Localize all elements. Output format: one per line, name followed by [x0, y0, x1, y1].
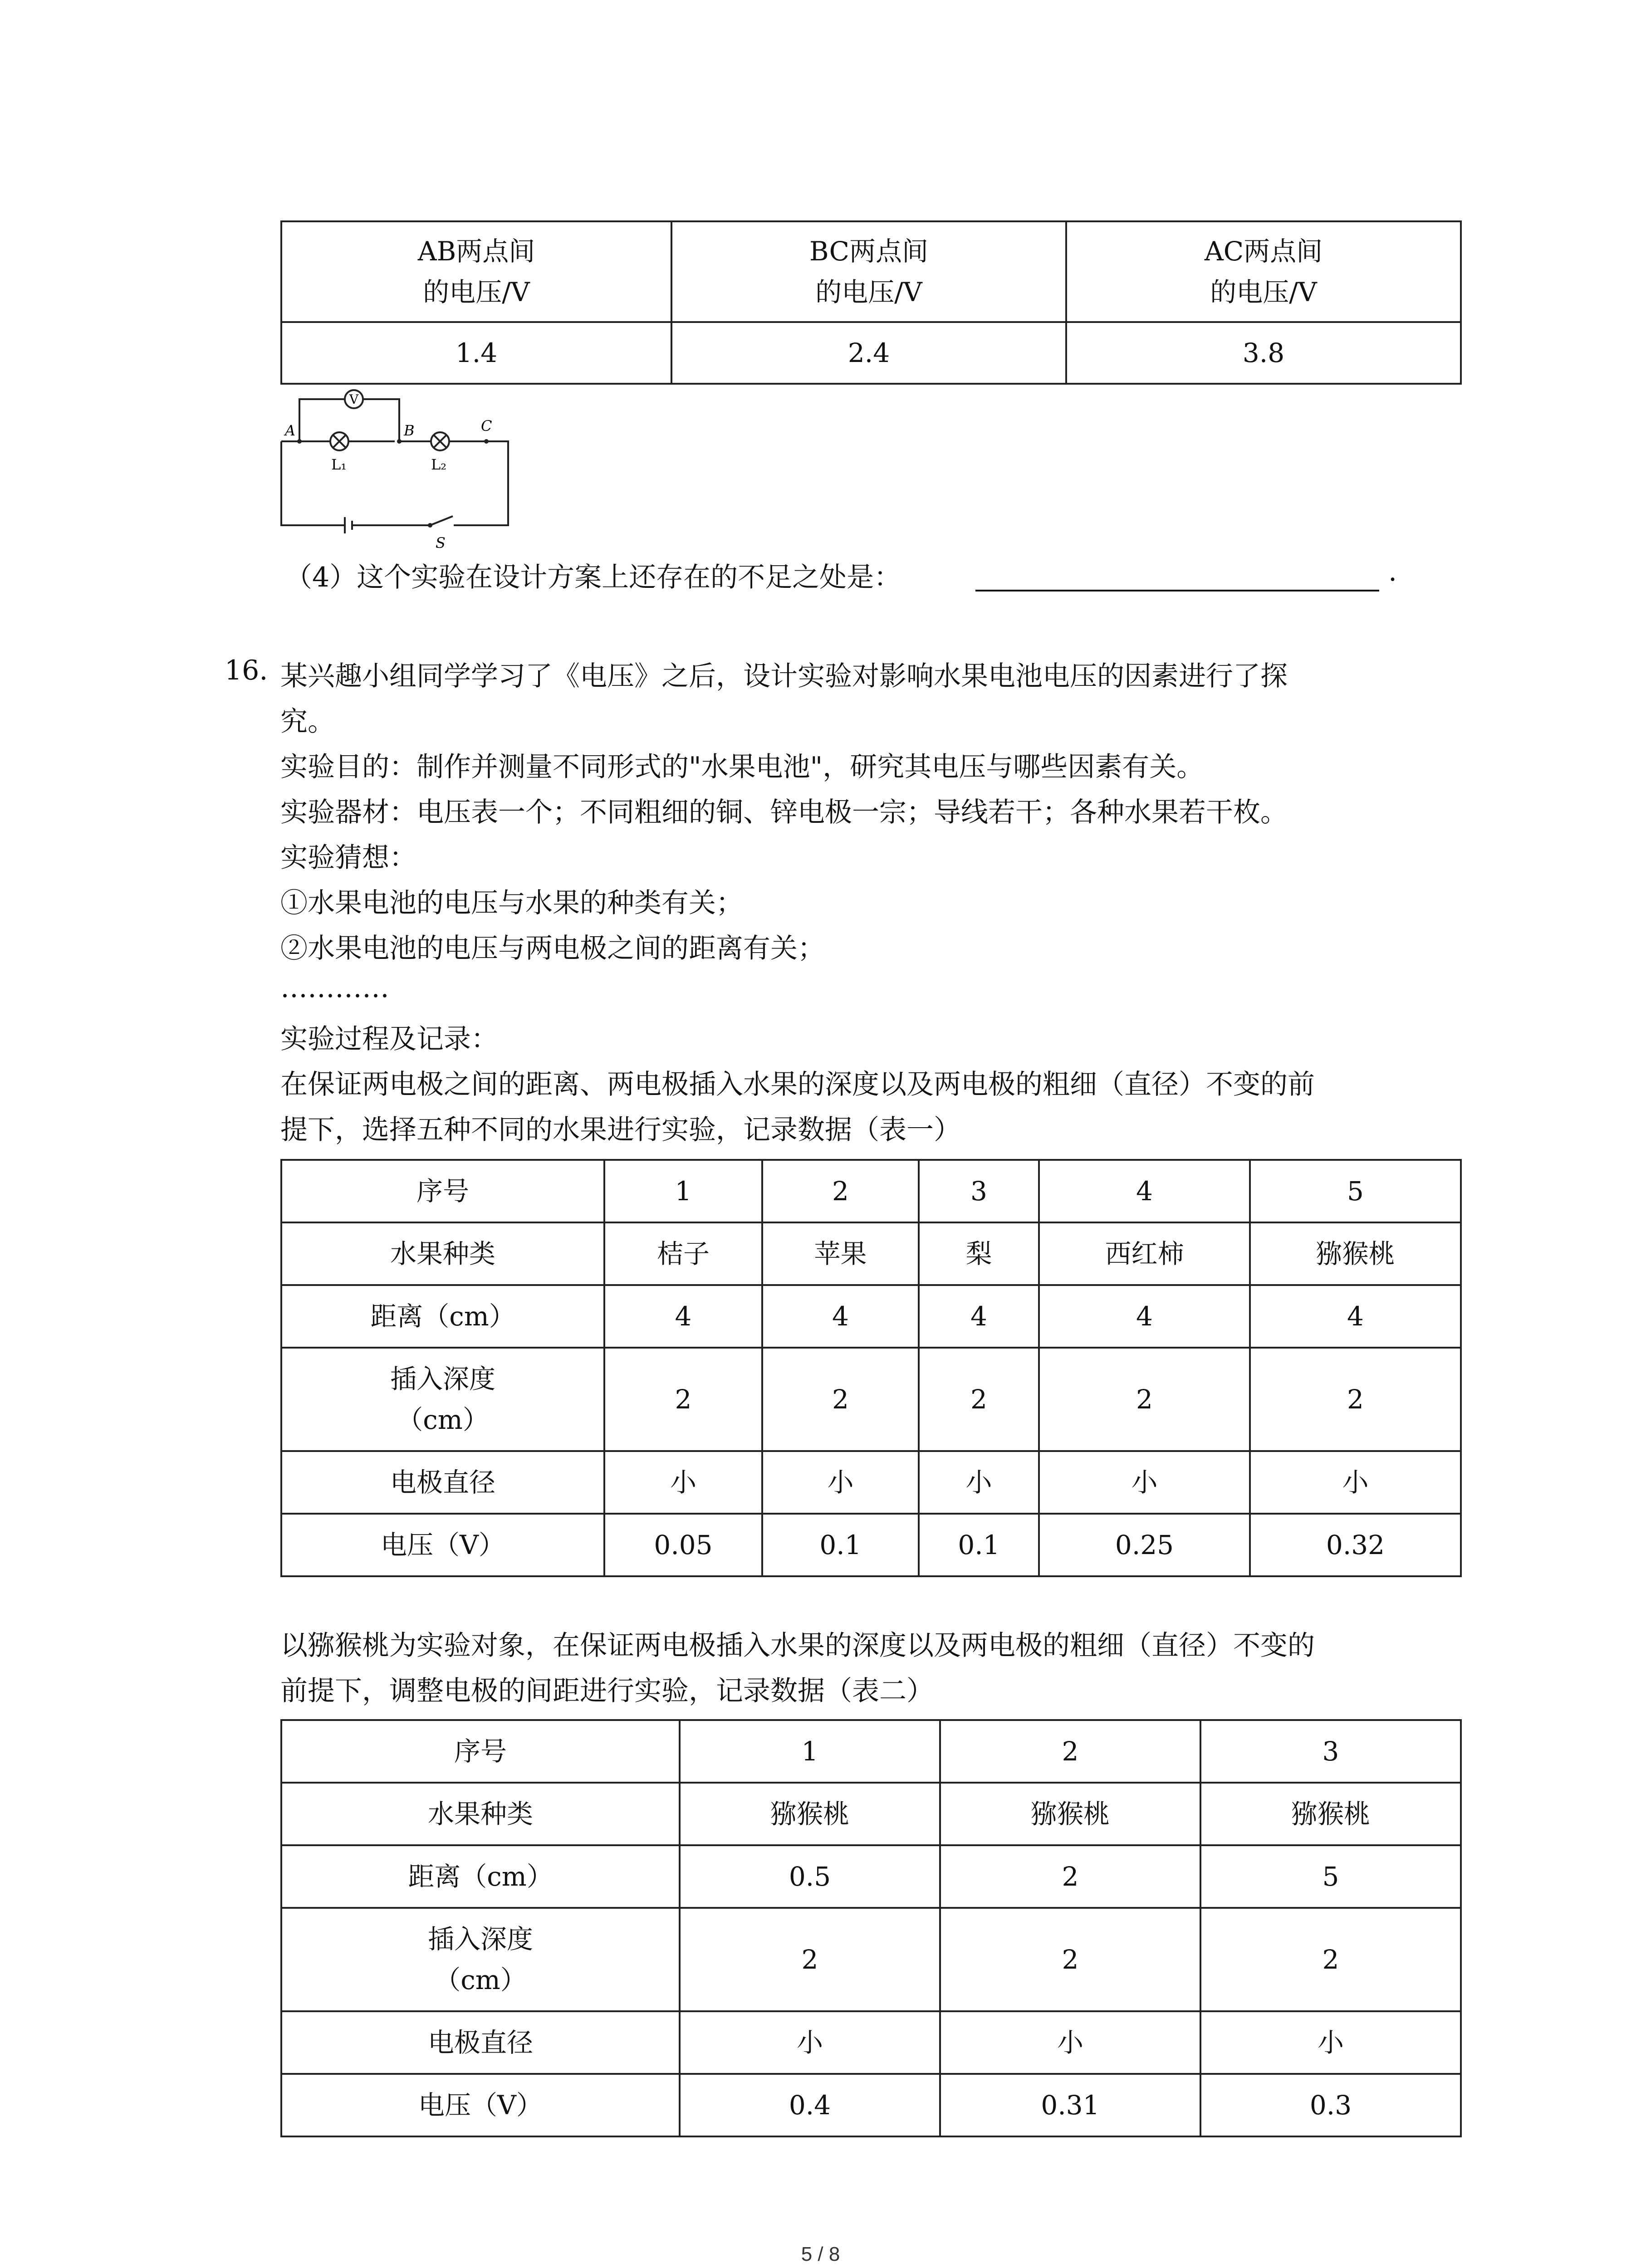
table1-row-voltage [281, 1514, 1461, 1576]
q16-line2: 究。 [280, 706, 335, 738]
table1-cell: 4 [919, 1285, 1039, 1348]
table2-row-voltage [281, 2074, 1461, 2136]
header-ac-line2: 的电压/V [1210, 277, 1317, 308]
table2-cell: 0.4 [680, 2074, 940, 2136]
table1-row-fruit [281, 1222, 1461, 1285]
table2-row-depth [281, 1908, 1461, 2011]
table2-row-index [281, 1720, 1461, 1783]
table1-depth-label-1: 插入深度 [390, 1364, 495, 1394]
node-c [484, 439, 489, 444]
table1-row-depth [281, 1348, 1461, 1451]
q16-hypothesis-2: ②水果电池的电压与两电极之间的距离有关； [280, 933, 825, 964]
table1-cell: 0.25 [1039, 1514, 1250, 1576]
q16-table1-desc-1: 在保证两电极之间的距离、两电极插入水果的深度以及两电极的粗细（直径）不变的前 [280, 1069, 1315, 1100]
table2-depth-label-1: 插入深度 [427, 1924, 533, 1955]
header-bc [671, 221, 1066, 322]
table1-cell: 西红柿 [1039, 1222, 1250, 1285]
table2-cell: 1 [680, 1720, 940, 1783]
q16-purpose: 实验目的：制作并测量不同形式的"水果电池"，研究其电压与哪些因素有关。 [280, 751, 1204, 783]
header-ab-line2: 的电压/V [423, 277, 530, 308]
table1-cell: 2 [1250, 1348, 1461, 1451]
label-l1: L₁ [331, 456, 347, 473]
table2-cell: 3 [1200, 1720, 1461, 1783]
table1-cell: 0.1 [762, 1514, 919, 1576]
voltmeter-label: V [349, 392, 359, 407]
label-a: A [285, 422, 296, 439]
header-bc-line1: BC两点间 [809, 236, 929, 267]
table1-cell: 4 [762, 1285, 919, 1348]
page-number: 5 / 8 [801, 2243, 840, 2265]
table2-cell: 2 [940, 1720, 1200, 1783]
table1-cell: 0.32 [1250, 1514, 1461, 1576]
table2-row-label: 水果种类 [281, 1783, 680, 1845]
table-1 [280, 1159, 1462, 1577]
table1-row-label [281, 1348, 604, 1451]
table1-row-label: 电极直径 [281, 1451, 604, 1514]
table1-cell: 苹果 [762, 1222, 919, 1285]
voltage-table [280, 220, 1462, 385]
table2-cell: 0.3 [1200, 2074, 1461, 2136]
table2-cell: 小 [940, 2011, 1200, 2074]
switch-pivot [428, 523, 432, 528]
table1-cell: 桔子 [604, 1222, 762, 1285]
table1-cell: 1 [604, 1160, 762, 1222]
lamp-l1-icon [330, 432, 348, 450]
q15-part4-period: . [1388, 556, 1397, 587]
value-ac: 3.8 [1066, 322, 1461, 384]
q16-materials: 实验器材：电压表一个；不同粗细的铜、锌电极一宗；导线若干；各种水果若干枚。 [280, 797, 1288, 828]
table2-row-label: 电极直径 [281, 2011, 680, 2074]
table1-row-distance [281, 1285, 1461, 1348]
table1-row-label: 距离（cm） [281, 1285, 604, 1348]
q16-table2-desc-2: 前提下，调整电极的间距进行实验，记录数据（表二） [280, 1675, 934, 1707]
table1-cell: 小 [762, 1451, 919, 1514]
table2-cell: 2 [940, 1845, 1200, 1908]
table2-cell: 猕猴桃 [1200, 1783, 1461, 1845]
q15-part4 [285, 556, 901, 595]
table2-cell: 小 [680, 2011, 940, 2074]
q16-line1: 某兴趣小组同学学习了《电压》之后，设计实验对影响水果电池电压的因素进行了探 [280, 660, 1288, 692]
table1-row-index [281, 1160, 1461, 1222]
table2-row-label: 电压（V） [281, 2074, 680, 2136]
label-c: C [481, 417, 492, 435]
table2-row-fruit [281, 1783, 1461, 1845]
value-ab: 1.4 [281, 322, 671, 384]
table2-cell: 小 [1200, 2011, 1461, 2074]
table1-row-diameter [281, 1451, 1461, 1514]
table1-cell: 猕猴桃 [1250, 1222, 1461, 1285]
table1-row-label: 水果种类 [281, 1222, 604, 1285]
header-ac-line1: AC两点间 [1204, 236, 1323, 267]
q16-process-title: 实验过程及记录： [280, 1023, 498, 1055]
table1-cell: 4 [1250, 1285, 1461, 1348]
table1-cell: 4 [1039, 1285, 1250, 1348]
q16-hypothesis-title: 实验猜想： [280, 842, 416, 874]
table1-cell: 2 [604, 1348, 762, 1451]
table1-cell: 梨 [919, 1222, 1039, 1285]
table-2 [280, 1719, 1462, 2137]
node-b [397, 439, 402, 444]
q16-number: 16. [225, 655, 268, 686]
table2-row-distance [281, 1845, 1461, 1908]
table1-cell: 2 [762, 1160, 919, 1222]
table2-cell: 0.31 [940, 2074, 1200, 2136]
table2-depth-label-2: （cm） [434, 1965, 527, 1995]
table1-cell: 0.05 [604, 1514, 762, 1576]
battery-icon [345, 517, 352, 533]
table1-cell: 小 [919, 1451, 1039, 1514]
q16-hypothesis-1: ①水果电池的电压与水果的种类有关； [280, 887, 743, 919]
table1-cell: 小 [604, 1451, 762, 1514]
table1-cell: 0.1 [919, 1514, 1039, 1576]
table1-cell: 2 [1039, 1348, 1250, 1451]
table2-cell: 2 [1200, 1908, 1461, 2011]
table2-row-label [281, 1908, 680, 2011]
table1-cell: 5 [1250, 1160, 1461, 1222]
table1-row-label: 序号 [281, 1160, 604, 1222]
table2-row-label: 距离（cm） [281, 1845, 680, 1908]
table1-depth-label-2: （cm） [397, 1404, 489, 1435]
q16-ellipsis: ………… [280, 972, 389, 1004]
table1-cell: 3 [919, 1160, 1039, 1222]
header-ac [1066, 221, 1461, 322]
header-bc-line2: 的电压/V [815, 277, 922, 308]
table2-row-diameter [281, 2011, 1461, 2074]
label-l2: L₂ [431, 456, 447, 473]
table2-cell: 5 [1200, 1845, 1461, 1908]
q15-part4-text: （4）这个实验在设计方案上还存在的不足之处是： [285, 562, 901, 593]
table2-row-label: 序号 [281, 1720, 680, 1783]
answer-blank[interactable] [975, 590, 1379, 591]
table1-cell: 4 [604, 1285, 762, 1348]
table1-cell: 4 [1039, 1160, 1250, 1222]
lamp-l2-icon [431, 432, 449, 450]
circuit-diagram [272, 386, 526, 558]
table2-cell: 2 [940, 1908, 1200, 2011]
node-a [297, 439, 302, 444]
header-ab-line1: AB两点间 [417, 236, 535, 267]
label-s: S [436, 534, 446, 552]
table1-row-label: 电压（V） [281, 1514, 604, 1576]
table1-cell: 2 [762, 1348, 919, 1451]
q16-table1-desc-2: 提下，选择五种不同的水果进行实验，记录数据（表一） [280, 1114, 961, 1146]
table2-cell: 猕猴桃 [940, 1783, 1200, 1845]
q16-table2-desc-1: 以猕猴桃为实验对象，在保证两电极插入水果的深度以及两电极的粗细（直径）不变的 [280, 1630, 1315, 1662]
value-bc: 2.4 [671, 322, 1066, 384]
table2-cell: 2 [680, 1908, 940, 2011]
table1-cell: 小 [1250, 1451, 1461, 1514]
table2-cell: 0.5 [680, 1845, 940, 1908]
header-ab [281, 221, 671, 322]
table1-cell: 小 [1039, 1451, 1250, 1514]
table2-cell: 猕猴桃 [680, 1783, 940, 1845]
table1-cell: 2 [919, 1348, 1039, 1451]
label-b: B [404, 422, 415, 439]
